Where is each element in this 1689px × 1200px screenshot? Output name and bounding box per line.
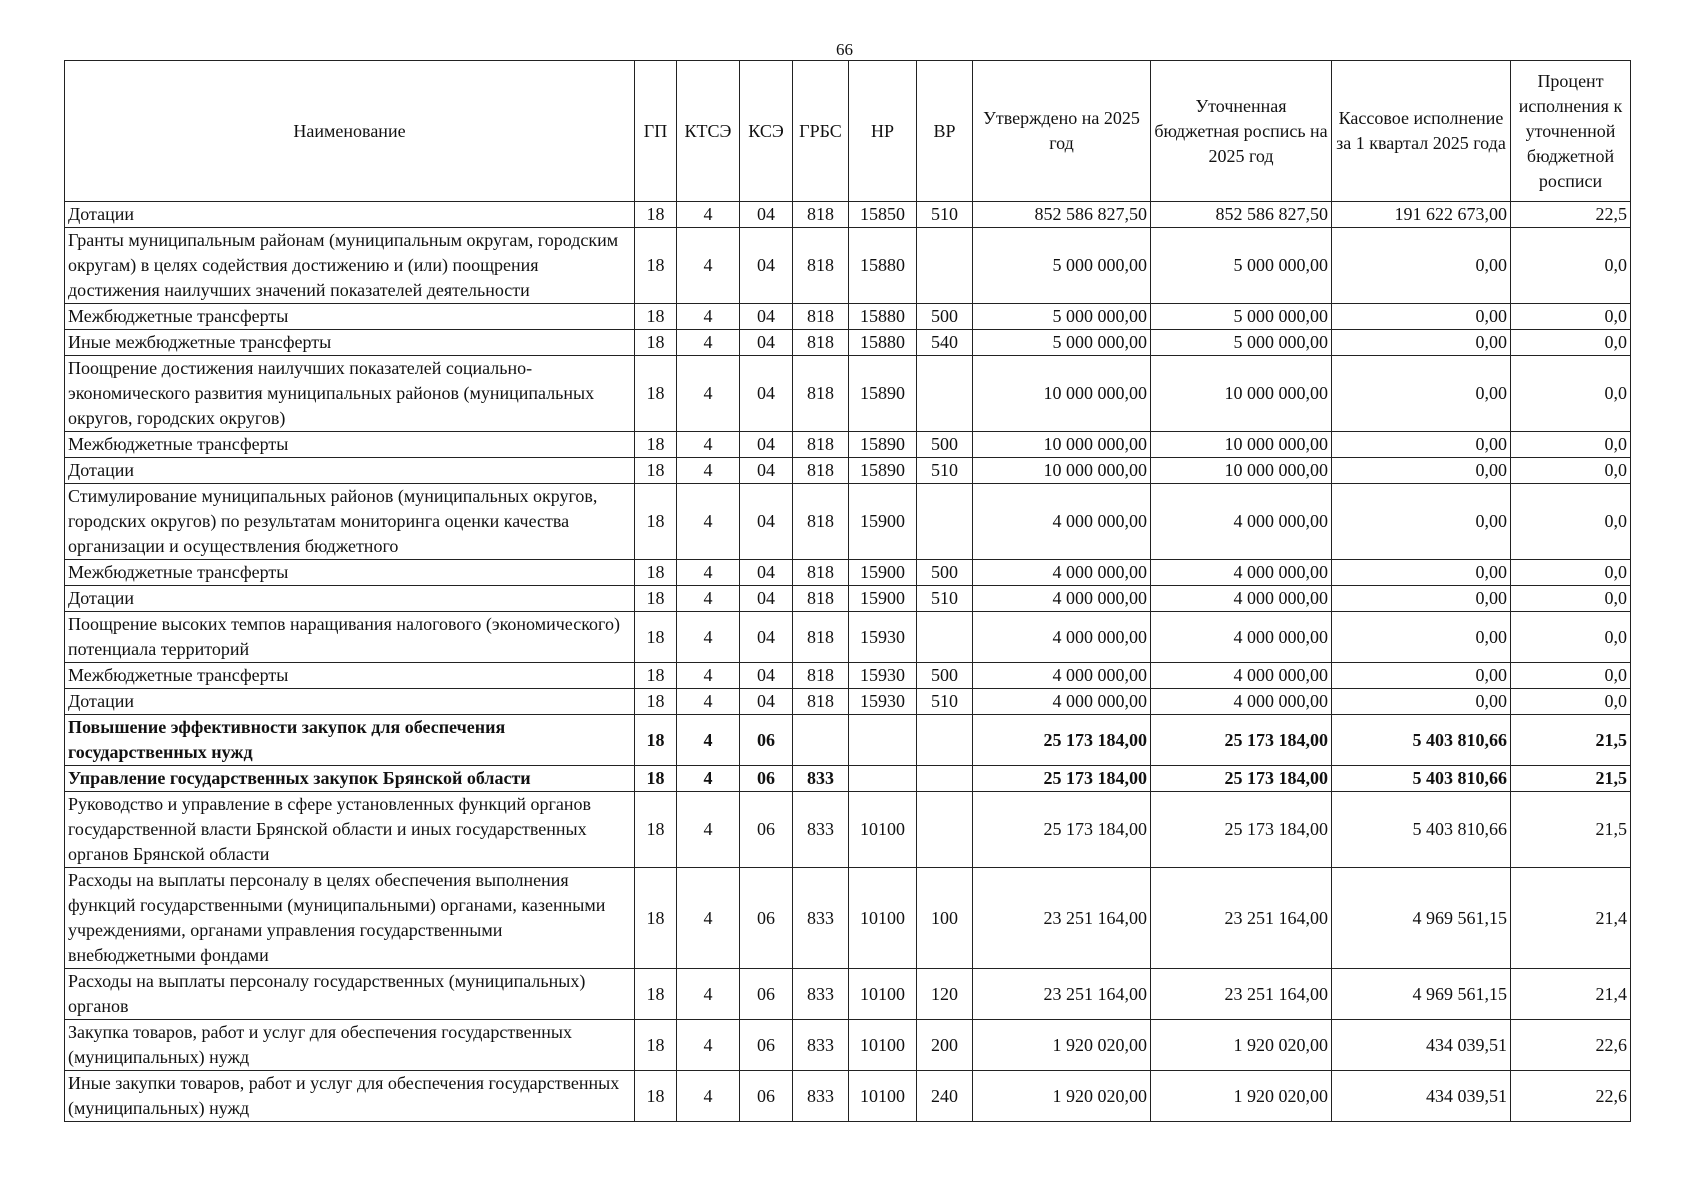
cell-name: Поощрение высоких темпов наращивания налогового (экономического) потенциала территорий <box>65 612 635 663</box>
cell-refined: 23 251 164,00 <box>1151 969 1332 1020</box>
column-header-gp: ГП <box>635 61 677 202</box>
cell-approved: 4 000 000,00 <box>973 612 1151 663</box>
cell-ktse: 4 <box>677 560 740 586</box>
cell-vr: 100 <box>917 868 973 969</box>
cell-refined: 4 000 000,00 <box>1151 560 1332 586</box>
table-row <box>65 560 1631 586</box>
table-header-row <box>65 61 1631 202</box>
cell-grbs: 833 <box>793 792 849 868</box>
cell-vr: 500 <box>917 304 973 330</box>
cell-grbs: 818 <box>793 304 849 330</box>
cell-gp: 18 <box>635 612 677 663</box>
cell-grbs: 818 <box>793 586 849 612</box>
cell-gp: 18 <box>635 792 677 868</box>
cell-ktse: 4 <box>677 484 740 560</box>
cell-approved: 4 000 000,00 <box>973 484 1151 560</box>
cell-nr: 10100 <box>849 1071 917 1122</box>
cell-executed: 0,00 <box>1332 484 1511 560</box>
table-row <box>65 868 1631 969</box>
cell-ktse: 4 <box>677 1071 740 1122</box>
cell-kse: 04 <box>740 586 793 612</box>
cell-vr <box>917 766 973 792</box>
cell-vr: 120 <box>917 969 973 1020</box>
cell-refined: 4 000 000,00 <box>1151 689 1332 715</box>
cell-ktse: 4 <box>677 432 740 458</box>
cell-refined: 852 586 827,50 <box>1151 202 1332 228</box>
cell-name: Повышение эффективности закупок для обеспечения государственных нужд <box>65 715 635 766</box>
table-row <box>65 586 1631 612</box>
cell-name: Гранты муниципальным районам (муниципальным округам, городским округам) в целях содействия достижению и (или) поощрения достижения наилучших значений показателей деятельности <box>65 228 635 304</box>
cell-refined: 4 000 000,00 <box>1151 586 1332 612</box>
cell-kse: 06 <box>740 868 793 969</box>
cell-vr: 500 <box>917 432 973 458</box>
cell-grbs: 833 <box>793 868 849 969</box>
cell-executed: 5 403 810,66 <box>1332 715 1511 766</box>
cell-approved: 4 000 000,00 <box>973 560 1151 586</box>
cell-name: Дотации <box>65 586 635 612</box>
cell-percent: 0,0 <box>1511 586 1631 612</box>
cell-executed: 0,00 <box>1332 228 1511 304</box>
cell-grbs: 818 <box>793 432 849 458</box>
cell-refined: 10 000 000,00 <box>1151 458 1332 484</box>
cell-kse: 04 <box>740 228 793 304</box>
cell-nr: 15930 <box>849 689 917 715</box>
cell-nr: 15880 <box>849 330 917 356</box>
column-header-name: Наименование <box>65 61 635 202</box>
cell-ktse: 4 <box>677 304 740 330</box>
cell-kse: 06 <box>740 969 793 1020</box>
cell-approved: 23 251 164,00 <box>973 868 1151 969</box>
cell-nr <box>849 715 917 766</box>
cell-executed: 434 039,51 <box>1332 1071 1511 1122</box>
cell-refined: 4 000 000,00 <box>1151 484 1332 560</box>
cell-gp: 18 <box>635 304 677 330</box>
table-row <box>65 304 1631 330</box>
cell-nr: 15930 <box>849 612 917 663</box>
cell-percent: 0,0 <box>1511 663 1631 689</box>
cell-refined: 5 000 000,00 <box>1151 228 1332 304</box>
cell-percent: 0,0 <box>1511 612 1631 663</box>
table-row <box>65 792 1631 868</box>
cell-vr: 500 <box>917 560 973 586</box>
table-row <box>65 202 1631 228</box>
cell-grbs <box>793 715 849 766</box>
cell-nr: 10100 <box>849 969 917 1020</box>
cell-ktse: 4 <box>677 458 740 484</box>
cell-executed: 4 969 561,15 <box>1332 868 1511 969</box>
cell-percent: 0,0 <box>1511 330 1631 356</box>
cell-executed: 0,00 <box>1332 432 1511 458</box>
cell-percent: 21,5 <box>1511 766 1631 792</box>
cell-approved: 4 000 000,00 <box>973 689 1151 715</box>
cell-ktse: 4 <box>677 969 740 1020</box>
cell-nr: 15890 <box>849 432 917 458</box>
table-row <box>65 1020 1631 1071</box>
cell-grbs: 818 <box>793 560 849 586</box>
table-row <box>65 689 1631 715</box>
cell-nr: 10100 <box>849 1020 917 1071</box>
cell-executed: 5 403 810,66 <box>1332 766 1511 792</box>
cell-grbs: 833 <box>793 1020 849 1071</box>
cell-gp: 18 <box>635 766 677 792</box>
cell-nr: 15850 <box>849 202 917 228</box>
cell-executed: 0,00 <box>1332 689 1511 715</box>
cell-percent: 21,5 <box>1511 715 1631 766</box>
cell-executed: 0,00 <box>1332 304 1511 330</box>
table-row <box>65 356 1631 432</box>
cell-name: Межбюджетные трансферты <box>65 432 635 458</box>
cell-vr: 500 <box>917 663 973 689</box>
cell-approved: 10 000 000,00 <box>973 432 1151 458</box>
cell-refined: 23 251 164,00 <box>1151 868 1332 969</box>
cell-ktse: 4 <box>677 228 740 304</box>
column-header-ktse: КТСЭ <box>677 61 740 202</box>
cell-approved: 25 173 184,00 <box>973 766 1151 792</box>
cell-percent: 21,4 <box>1511 969 1631 1020</box>
cell-approved: 4 000 000,00 <box>973 663 1151 689</box>
cell-nr <box>849 766 917 792</box>
cell-percent: 0,0 <box>1511 228 1631 304</box>
cell-kse: 04 <box>740 484 793 560</box>
cell-nr: 10100 <box>849 792 917 868</box>
cell-nr: 15880 <box>849 228 917 304</box>
cell-gp: 18 <box>635 715 677 766</box>
column-header-approved: Утверждено на 2025 год <box>973 61 1151 202</box>
cell-executed: 434 039,51 <box>1332 1020 1511 1071</box>
cell-grbs: 818 <box>793 356 849 432</box>
cell-grbs: 818 <box>793 202 849 228</box>
cell-kse: 06 <box>740 715 793 766</box>
cell-percent: 21,5 <box>1511 792 1631 868</box>
cell-executed: 0,00 <box>1332 356 1511 432</box>
budget-table <box>64 60 1631 1122</box>
cell-name: Дотации <box>65 202 635 228</box>
cell-percent: 22,6 <box>1511 1020 1631 1071</box>
cell-percent: 22,6 <box>1511 1071 1631 1122</box>
cell-percent: 21,4 <box>1511 868 1631 969</box>
cell-gp: 18 <box>635 868 677 969</box>
column-header-kse: КСЭ <box>740 61 793 202</box>
cell-refined: 4 000 000,00 <box>1151 663 1332 689</box>
cell-vr: 540 <box>917 330 973 356</box>
cell-vr: 510 <box>917 458 973 484</box>
cell-grbs: 818 <box>793 228 849 304</box>
cell-name: Закупка товаров, работ и услуг для обеспечения государственных (муниципальных) нужд <box>65 1020 635 1071</box>
cell-name: Расходы на выплаты персоналу в целях обеспечения выполнения функций государственными (муниципальными) органами, казенными учреждениями, органами управления государственными внебюджетными фондами <box>65 868 635 969</box>
cell-approved: 10 000 000,00 <box>973 356 1151 432</box>
cell-name: Межбюджетные трансферты <box>65 663 635 689</box>
cell-name: Поощрение достижения наилучших показателей социально-экономического развития муниципальных районов (муниципальных округов, городских округов) <box>65 356 635 432</box>
cell-approved: 25 173 184,00 <box>973 715 1151 766</box>
column-header-percent: Процент исполнения к уточненной бюджетной росписи <box>1511 61 1631 202</box>
cell-gp: 18 <box>635 202 677 228</box>
cell-kse: 04 <box>740 202 793 228</box>
cell-ktse: 4 <box>677 663 740 689</box>
cell-executed: 0,00 <box>1332 586 1511 612</box>
cell-vr: 510 <box>917 586 973 612</box>
cell-executed: 0,00 <box>1332 330 1511 356</box>
cell-ktse: 4 <box>677 586 740 612</box>
cell-approved: 1 920 020,00 <box>973 1071 1151 1122</box>
cell-grbs: 818 <box>793 484 849 560</box>
cell-percent: 0,0 <box>1511 458 1631 484</box>
column-header-refined: Уточненная бюджетная роспись на 2025 год <box>1151 61 1332 202</box>
table-body <box>65 202 1631 1122</box>
cell-name: Межбюджетные трансферты <box>65 560 635 586</box>
cell-name: Дотации <box>65 689 635 715</box>
cell-refined: 25 173 184,00 <box>1151 792 1332 868</box>
cell-name: Стимулирование муниципальных районов (муниципальных округов, городских округов) по результатам мониторинга оценки качества организации и осуществления бюджетного <box>65 484 635 560</box>
cell-vr: 240 <box>917 1071 973 1122</box>
table-row <box>65 969 1631 1020</box>
cell-grbs: 833 <box>793 1071 849 1122</box>
cell-gp: 18 <box>635 458 677 484</box>
cell-refined: 4 000 000,00 <box>1151 612 1332 663</box>
cell-kse: 04 <box>740 304 793 330</box>
cell-nr: 15900 <box>849 586 917 612</box>
cell-ktse: 4 <box>677 792 740 868</box>
table-row <box>65 715 1631 766</box>
cell-kse: 04 <box>740 330 793 356</box>
cell-name: Дотации <box>65 458 635 484</box>
cell-nr: 15900 <box>849 484 917 560</box>
cell-kse: 06 <box>740 1020 793 1071</box>
cell-executed: 0,00 <box>1332 612 1511 663</box>
cell-kse: 06 <box>740 766 793 792</box>
cell-gp: 18 <box>635 1020 677 1071</box>
cell-ktse: 4 <box>677 868 740 969</box>
cell-kse: 04 <box>740 432 793 458</box>
cell-nr: 15930 <box>849 663 917 689</box>
cell-ktse: 4 <box>677 715 740 766</box>
cell-percent: 0,0 <box>1511 356 1631 432</box>
table-row <box>65 458 1631 484</box>
cell-kse: 04 <box>740 612 793 663</box>
cell-ktse: 4 <box>677 612 740 663</box>
table-row <box>65 766 1631 792</box>
cell-name: Расходы на выплаты персоналу государственных (муниципальных) органов <box>65 969 635 1020</box>
cell-approved: 852 586 827,50 <box>973 202 1151 228</box>
cell-ktse: 4 <box>677 330 740 356</box>
cell-approved: 25 173 184,00 <box>973 792 1151 868</box>
column-header-executed: Кассовое исполнение за 1 квартал 2025 года <box>1332 61 1511 202</box>
cell-kse: 04 <box>740 458 793 484</box>
cell-nr: 15900 <box>849 560 917 586</box>
cell-kse: 06 <box>740 792 793 868</box>
cell-grbs: 818 <box>793 458 849 484</box>
table-row <box>65 612 1631 663</box>
cell-gp: 18 <box>635 356 677 432</box>
cell-ktse: 4 <box>677 356 740 432</box>
cell-vr <box>917 612 973 663</box>
cell-approved: 5 000 000,00 <box>973 304 1151 330</box>
cell-kse: 04 <box>740 689 793 715</box>
cell-refined: 25 173 184,00 <box>1151 715 1332 766</box>
cell-approved: 1 920 020,00 <box>973 1020 1151 1071</box>
cell-gp: 18 <box>635 432 677 458</box>
cell-percent: 22,5 <box>1511 202 1631 228</box>
cell-gp: 18 <box>635 1071 677 1122</box>
cell-percent: 0,0 <box>1511 432 1631 458</box>
cell-refined: 10 000 000,00 <box>1151 432 1332 458</box>
cell-percent: 0,0 <box>1511 689 1631 715</box>
cell-gp: 18 <box>635 484 677 560</box>
cell-gp: 18 <box>635 330 677 356</box>
cell-vr <box>917 228 973 304</box>
cell-percent: 0,0 <box>1511 484 1631 560</box>
table-row <box>65 1071 1631 1122</box>
cell-grbs: 818 <box>793 612 849 663</box>
cell-name: Управление государственных закупок Брянской области <box>65 766 635 792</box>
cell-executed: 0,00 <box>1332 458 1511 484</box>
table-row <box>65 484 1631 560</box>
cell-percent: 0,0 <box>1511 304 1631 330</box>
cell-kse: 04 <box>740 663 793 689</box>
cell-ktse: 4 <box>677 689 740 715</box>
table-row <box>65 432 1631 458</box>
cell-approved: 5 000 000,00 <box>973 228 1151 304</box>
cell-grbs: 818 <box>793 663 849 689</box>
column-header-grbs: ГРБС <box>793 61 849 202</box>
cell-refined: 10 000 000,00 <box>1151 356 1332 432</box>
cell-percent: 0,0 <box>1511 560 1631 586</box>
cell-kse: 04 <box>740 356 793 432</box>
cell-vr: 200 <box>917 1020 973 1071</box>
cell-grbs: 833 <box>793 969 849 1020</box>
cell-approved: 5 000 000,00 <box>973 330 1151 356</box>
cell-gp: 18 <box>635 586 677 612</box>
cell-refined: 25 173 184,00 <box>1151 766 1332 792</box>
cell-approved: 23 251 164,00 <box>973 969 1151 1020</box>
cell-approved: 4 000 000,00 <box>973 586 1151 612</box>
cell-gp: 18 <box>635 663 677 689</box>
table-row <box>65 663 1631 689</box>
cell-ktse: 4 <box>677 202 740 228</box>
cell-vr <box>917 356 973 432</box>
table-row <box>65 228 1631 304</box>
cell-executed: 4 969 561,15 <box>1332 969 1511 1020</box>
cell-name: Межбюджетные трансферты <box>65 304 635 330</box>
cell-grbs: 818 <box>793 689 849 715</box>
cell-executed: 0,00 <box>1332 663 1511 689</box>
cell-nr: 15890 <box>849 458 917 484</box>
cell-grbs: 818 <box>793 330 849 356</box>
cell-gp: 18 <box>635 969 677 1020</box>
cell-ktse: 4 <box>677 766 740 792</box>
cell-kse: 06 <box>740 1071 793 1122</box>
cell-grbs: 833 <box>793 766 849 792</box>
page-number: 66 <box>836 40 853 59</box>
cell-nr: 15890 <box>849 356 917 432</box>
cell-refined: 1 920 020,00 <box>1151 1071 1332 1122</box>
cell-vr <box>917 484 973 560</box>
cell-name: Иные закупки товаров, работ и услуг для обеспечения государственных (муниципальных) нужд <box>65 1071 635 1122</box>
column-header-nr: НР <box>849 61 917 202</box>
cell-vr <box>917 792 973 868</box>
table-row <box>65 330 1631 356</box>
cell-name: Иные межбюджетные трансферты <box>65 330 635 356</box>
cell-name: Руководство и управление в сфере установленных функций органов государственной власти Брянской области и иных государственных органов Брянской области <box>65 792 635 868</box>
cell-gp: 18 <box>635 560 677 586</box>
cell-vr: 510 <box>917 689 973 715</box>
column-header-vr: ВР <box>917 61 973 202</box>
cell-executed: 191 622 673,00 <box>1332 202 1511 228</box>
cell-nr: 10100 <box>849 868 917 969</box>
cell-gp: 18 <box>635 228 677 304</box>
cell-executed: 0,00 <box>1332 560 1511 586</box>
cell-gp: 18 <box>635 689 677 715</box>
cell-refined: 5 000 000,00 <box>1151 304 1332 330</box>
cell-ktse: 4 <box>677 1020 740 1071</box>
cell-refined: 1 920 020,00 <box>1151 1020 1332 1071</box>
cell-refined: 5 000 000,00 <box>1151 330 1332 356</box>
cell-executed: 5 403 810,66 <box>1332 792 1511 868</box>
cell-kse: 04 <box>740 560 793 586</box>
cell-vr: 510 <box>917 202 973 228</box>
cell-approved: 10 000 000,00 <box>973 458 1151 484</box>
cell-nr: 15880 <box>849 304 917 330</box>
cell-vr <box>917 715 973 766</box>
